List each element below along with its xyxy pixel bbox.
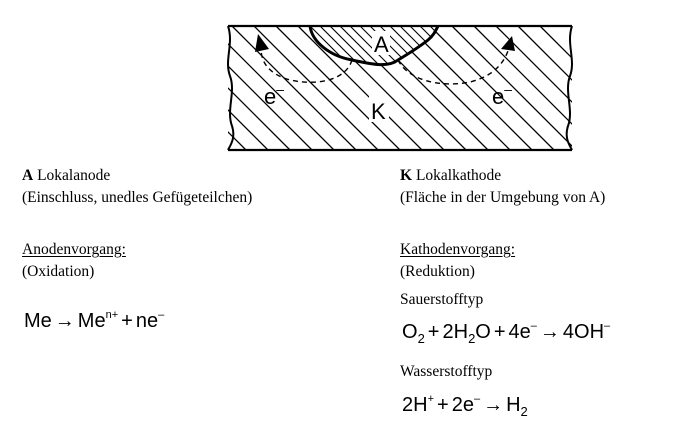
cathode-process-heading: Kathodenvorgang: — [400, 241, 516, 258]
strip-right-break — [567, 26, 572, 150]
anode-label: A — [374, 32, 389, 57]
anode-subtitle: (Einschluss, unedles Gefügeteilchen) — [22, 189, 253, 206]
cathode-title — [400, 166, 501, 185]
anode-title — [22, 166, 110, 185]
cathode-process-type: (Reduktion) — [400, 263, 475, 280]
cathode-subtitle: (Fläche in der Umgebung von A) — [400, 189, 606, 206]
anode-title-text: Lokalanode — [37, 167, 111, 184]
cathode-title-text: Lokalkathode — [415, 167, 502, 184]
oxygen-equation: $O_2 + 2H_2O + 4e^- \to 4OH^-$ — [402, 320, 611, 346]
anode-process-type: (Oxidation) — [22, 263, 95, 280]
hydrogen-equation: $2H^+ + 2e^- \to H_2$ — [402, 393, 528, 419]
cathode-title-key: K — [400, 167, 413, 184]
cathode-label: K — [371, 99, 386, 124]
corrosion-diagram — [0, 0, 676, 160]
oxygen-type-label: Sauerstofftyp — [400, 291, 484, 308]
anode-title-key: A — [22, 167, 34, 184]
electron-label-left: e– — [264, 81, 285, 109]
electron-label-right: e– — [492, 81, 513, 109]
anode-equation: $Me \to Me^{n+} + ne^-$ — [24, 309, 165, 332]
electron-arrowhead-left — [255, 34, 269, 52]
hydrogen-type-label: Wasserstofftyp — [400, 363, 493, 380]
anode-process-heading: Anodenvorgang: — [22, 241, 126, 258]
